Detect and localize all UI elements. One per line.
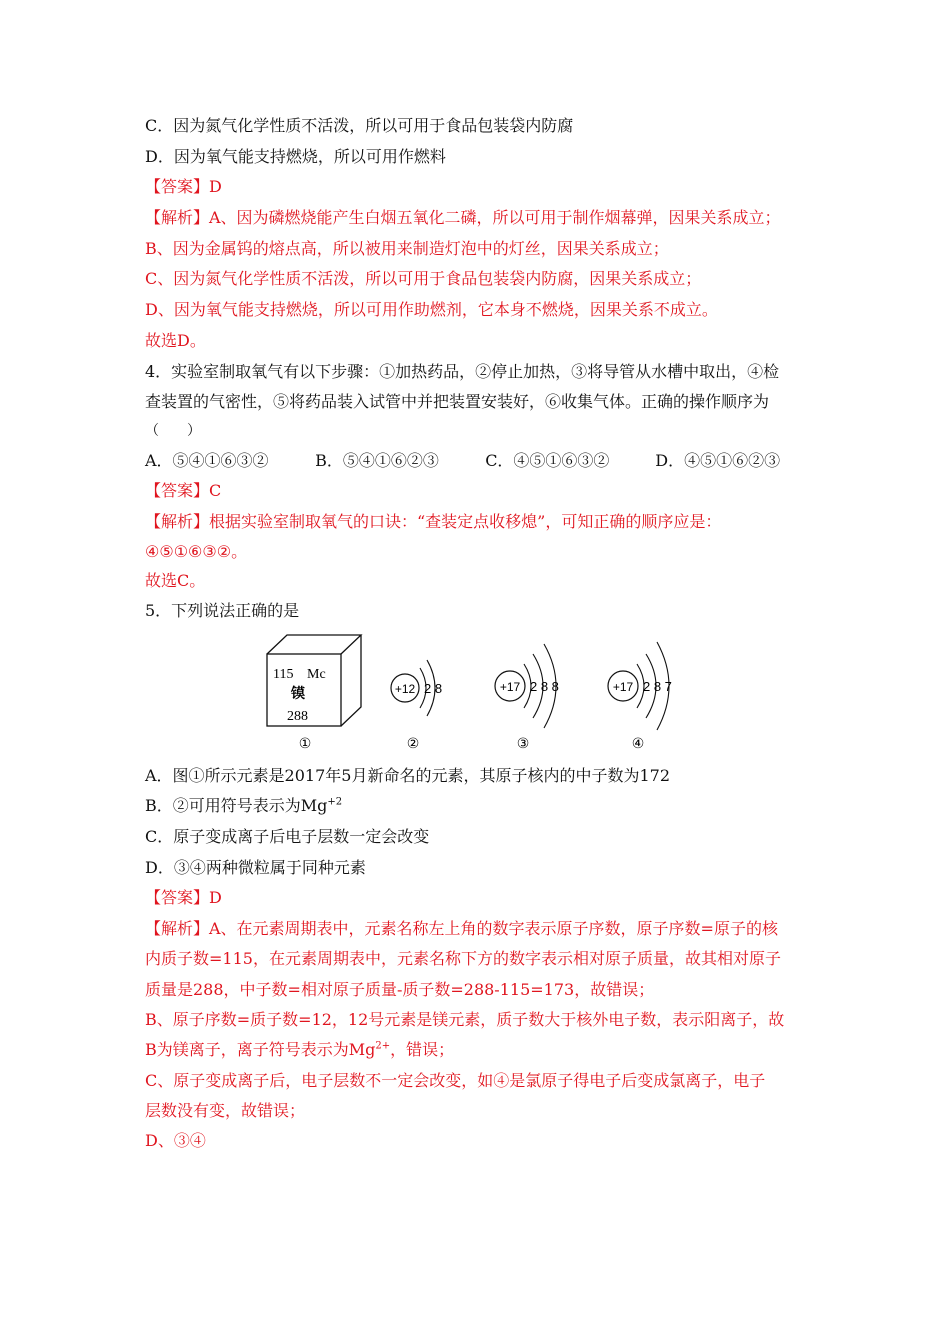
analysis-3-4: D、因为氧气能支持燃烧，所以可用作助燃剂，它本身不燃烧，因果关系不成立。: [145, 300, 718, 319]
analysis-5-7: 层数没有变，故错误；: [145, 1101, 306, 1120]
answer-5: 【答案】D: [145, 888, 222, 907]
line-c: C．因为氮气化学性质不活泼，所以可用于食品包装袋内防腐: [145, 116, 574, 135]
q4-stem-1: 4．实验室制取氧气有以下步骤：①加热药品，②停止加热，③将导管从水槽中取出，④检: [145, 362, 780, 381]
svg-text:2 8 8: 2 8 8: [530, 679, 559, 694]
q5-stem: 5．下列说法正确的是: [145, 601, 300, 620]
q5-option-d: D．③④两种微粒属于同种元素: [145, 858, 366, 877]
answer-3: 【答案】D: [145, 177, 222, 196]
analysis-3-3: C、因为氮气化学性质不活泼，所以可用于食品包装袋内防腐，因果关系成立；: [145, 269, 702, 288]
cell-number: 115: [273, 667, 294, 682]
svg-text:+12: +12: [394, 682, 416, 696]
q5-figure: [260, 630, 700, 755]
line-d: D．因为氧气能支持燃烧，所以可用作燃料: [145, 147, 446, 166]
choose-3: 故选D。: [145, 331, 206, 350]
q5-option-b-text: B．②可用符号表示为Mg: [145, 796, 328, 815]
analysis-5-2: 内质子数=115，在元素周期表中，元素名称下方的数字表示相对原子质量，故其相对原子: [145, 949, 781, 968]
q5-option-c: C．原子变成离子后电子层数一定会改变: [145, 827, 430, 846]
figure-label-4: ④: [631, 736, 645, 752]
analysis-5-5-sup: 2+: [375, 1040, 391, 1052]
svg-text:+17: +17: [612, 680, 634, 694]
q4-option-a: A．⑤④①⑥③②: [145, 451, 269, 470]
q4-options: [145, 450, 780, 472]
atom-diagram-2: [391, 660, 442, 716]
q4-paren: （ ）: [145, 423, 201, 439]
analysis-5-5: [145, 1039, 454, 1061]
answer-4: 【答案】C: [145, 481, 222, 500]
q4-option-d: D．④⑤①⑥②③: [655, 451, 781, 470]
analysis-5-5-text: B为镁离子，离子符号表示为Mg: [145, 1040, 376, 1059]
q5-option-b: [145, 795, 342, 817]
cell-symbol: Mc: [307, 667, 326, 682]
q4-option-b: B．⑤④①⑥②③: [315, 451, 439, 470]
figure-label-1: ①: [298, 736, 312, 752]
figure-label-3: ③: [516, 736, 530, 752]
analysis-3-2: B、因为金属钨的熔点高，所以被用来制造灯泡中的灯丝，因果关系成立；: [145, 239, 669, 258]
svg-text:+17: +17: [499, 680, 521, 694]
analysis-5-6: C、原子变成离子后，电子层数不一定会改变，如④是氯原子得电子后变成氯离子，电子: [145, 1071, 766, 1090]
analysis-5-3: 质量是288，中子数=相对原子质量-质子数=288-115=173，故错误；: [145, 980, 655, 999]
q5-option-a: A．图①所示元素是2017年5月新命名的元素，其原子核内的中子数为172: [145, 766, 670, 785]
q4-option-c: C．④⑤①⑥③②: [485, 451, 610, 470]
q4-stem-2: 查装置的气密性，⑤将药品装入试管中并把装置安装好，⑥收集气体。正确的操作顺序为: [145, 392, 770, 411]
figure-label-2: ②: [406, 736, 420, 752]
analysis-4-2: ④⑤①⑥③②。: [145, 542, 248, 561]
analysis-5-5-tail: ，错误；: [390, 1040, 455, 1059]
choose-4: 故选C。: [145, 571, 206, 590]
analysis-5-4: B、原子序数=质子数=12，12号元素是镁元素，质子数大于核外电子数，表示阳离子，故: [145, 1010, 785, 1029]
q5-option-b-sup: +2: [327, 796, 343, 808]
svg-text:2 8 7: 2 8 7: [643, 679, 672, 694]
cell-name: 镆: [291, 686, 305, 702]
atom-diagram-4: [608, 642, 672, 730]
analysis-5-1: 【解析】A、在元素周期表中，元素名称左上角的数字表示原子序数，原子序数=原子的核: [145, 919, 778, 938]
cell-mass: 288: [287, 709, 308, 724]
svg-text:2 8: 2 8: [424, 681, 443, 696]
analysis-5-8: D、③④: [145, 1131, 206, 1150]
atom-diagram-3: [495, 644, 559, 728]
analysis-4-1: 【解析】根据实验室制取氧气的口诀：“查装定点收移熄”，可知正确的顺序应是：: [145, 512, 722, 531]
analysis-3-1: 【解析】A、因为磷燃烧能产生白烟五氧化二磷，所以可用于制作烟幕弹，因果关系成立；: [145, 208, 781, 227]
